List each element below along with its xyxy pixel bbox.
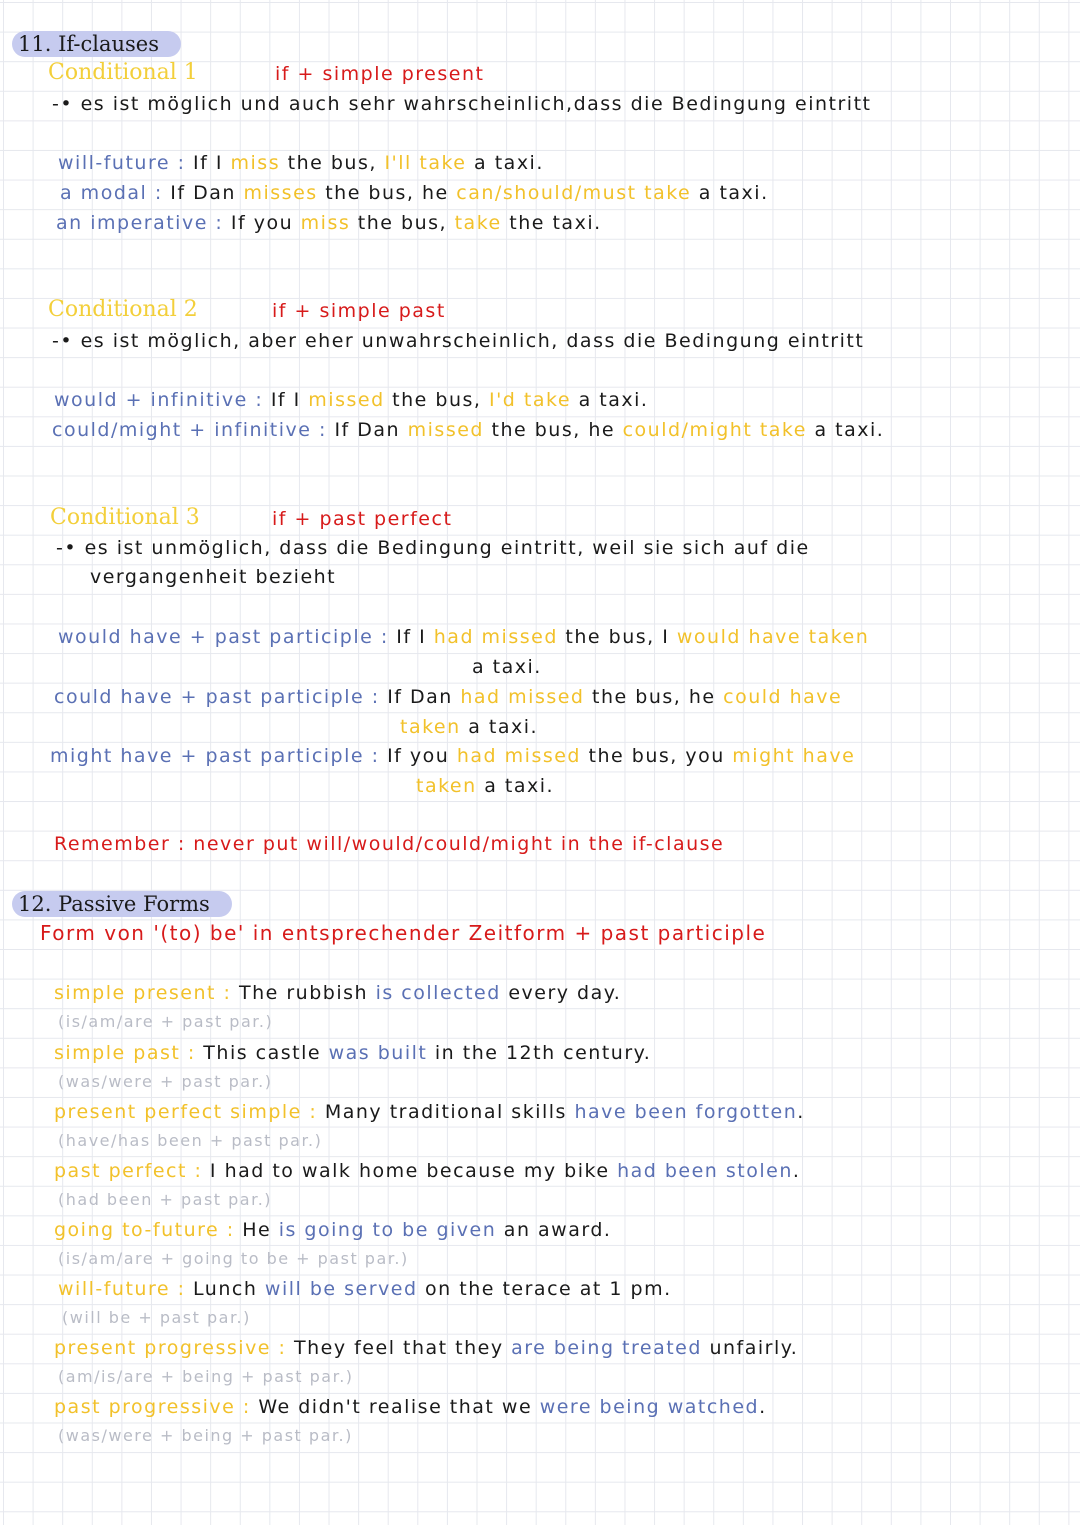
sentence-text: Many traditional skills [324,1101,575,1123]
highlighted-verb: could have [723,686,843,708]
remember-note [54,833,724,855]
highlighted-verb: is collected [375,982,501,1004]
example-sentence [193,1278,672,1300]
example-sentence [387,745,855,767]
passive-example-row [54,982,621,1004]
conditional-3-title: Conditional 3 [50,505,200,530]
conditional-2-formula: if + simple past [272,300,446,322]
sentence-text: on the terace at 1 pm. [417,1278,672,1300]
conditional-3-example [50,745,855,767]
example-sentence [294,1337,798,1359]
conditional-3-example [54,686,842,708]
conditional-1-example [60,182,769,204]
example-sentence-cont [472,656,542,678]
sentence-text: . [797,1101,805,1123]
highlighted-verb: had missed [433,626,558,648]
sentence-text: the bus, he [584,686,724,708]
conditional-3-description-cont: vergangenheit bezieht [90,566,337,588]
example-label: would have + past participle : [58,626,389,648]
sentence-text: the bus, he [483,419,623,441]
example-sentence [239,982,621,1004]
conditional-1-example [58,152,544,174]
conditional-1-title: Conditional 1 [48,60,198,85]
formula-hint: (is/am/are + past par.) [58,1012,274,1031]
conditional-1-example [56,212,602,234]
sentence-text: the bus, [384,389,489,411]
example-sentence [416,775,554,797]
sentence-text: If you [387,745,457,767]
example-sentence [325,1101,805,1123]
conditional-1-description: -• es ist möglich und auch sehr wahrscheinlich,dass die Bedingung eintritt [52,93,872,115]
sentence-text: If you [230,212,301,234]
formula-hint: (is/am/are + going to be + past par.) [58,1249,409,1268]
sentence-text: a taxi. [466,152,544,174]
formula-hint: (had been + past par.) [58,1190,273,1209]
highlighted-verb: are being treated [511,1337,702,1359]
sentence-text: He [242,1219,279,1241]
highlighted-verb: will be served [264,1278,418,1300]
example-label: would + infinitive : [54,389,264,411]
sentence-text: If I [270,389,309,411]
highlighted-verb: might have [732,745,856,767]
example-sentence [242,1219,611,1241]
formula-hint: (have/has been + past par.) [58,1131,323,1150]
example-sentence [231,212,602,234]
tense-label: simple present : [54,982,232,1004]
example-sentence [472,656,542,678]
passive-formula: Form von '(to) be' in entsprechender Zeitform + past participle [40,921,767,945]
sentence-text: We didn't realise that we [258,1396,540,1418]
example-sentence [400,716,538,738]
section-title-if-clauses: 11. If-clauses [12,31,181,57]
example-label: an imperative : [56,212,224,234]
sentence-text: the bus, you [581,745,733,767]
highlighted-verb: had been stolen [617,1160,793,1182]
highlighted-verb: missed [308,389,385,411]
sentence-text: . [792,1160,801,1182]
passive-example-row [54,1337,798,1359]
highlighted-verb: miss [300,212,351,234]
passive-example-row [58,1278,672,1300]
section-title-passive-forms: 12. Passive Forms [12,891,232,917]
highlighted-verb: is going to be given [278,1219,497,1241]
passive-example-row [54,1396,767,1418]
formula-hint: (was/were + being + past par.) [58,1426,353,1445]
tense-label: present progressive : [54,1337,287,1359]
sentence-text: unfairly. [701,1337,799,1359]
formula-hint: (was/were + past par.) [58,1072,273,1091]
sentence-text: a taxi. [460,716,539,738]
tense-label: present perfect simple : [54,1101,318,1123]
example-sentence [271,389,649,411]
sentence-text: a taxi. [806,419,885,441]
conditional-3-example [58,626,869,648]
tense-label: simple past : [54,1042,196,1064]
example-sentence [258,1396,766,1418]
conditional-1-formula: if + simple present [275,63,485,85]
example-label: could have + past participle : [54,686,380,708]
sentence-text: the bus, [350,212,455,234]
sentence-text: If I [396,626,434,648]
example-label: could/might + infinitive : [52,419,327,441]
highlighted-verb: had missed [456,745,581,767]
example-sentence [396,626,869,648]
highlighted-verb: miss [230,152,281,174]
highlighted-verb: take [454,212,502,234]
sentence-text: the bus, [280,152,385,174]
sentence-text: I had to walk home because my bike [209,1160,618,1182]
sentence-text: If Dan [170,182,244,204]
example-sentence-cont [416,775,554,797]
highlighted-verb: taken [400,716,461,738]
tense-label: past perfect : [54,1160,203,1182]
formula-hint: (will be + past par.) [62,1308,251,1327]
example-sentence [203,1042,651,1064]
sentence-text: They feel that they [294,1337,512,1359]
tense-label: past progressive : [54,1396,251,1418]
highlighted-verb: would have taken [676,626,870,648]
highlighted-verb: have been forgotten [574,1101,798,1123]
sentence-text: an award. [496,1219,612,1241]
formula-hint: (am/is/are + being + past par.) [58,1367,354,1386]
sentence-text: the bus, I [557,626,677,648]
sentence-text: If I [193,152,231,174]
sentence-text: the bus, he [317,182,457,204]
sentence-text: . [759,1396,767,1418]
highlighted-verb: I'll take [384,152,467,174]
highlighted-verb: could/might take [622,419,807,441]
highlighted-verb: can/should/must take [456,182,692,204]
highlighted-verb: taken [416,775,477,797]
conditional-2-example [52,419,884,441]
sentence-text: Lunch [193,1278,265,1300]
highlighted-verb: had missed [460,686,585,708]
sentence-text: the taxi. [501,212,602,234]
tense-label: will-future : [58,1278,186,1300]
example-sentence [193,152,544,174]
example-sentence [334,419,884,441]
sentence-text: If Dan [334,419,408,441]
highlighted-verb: were being watched [539,1396,760,1418]
passive-example-row [54,1101,805,1123]
highlighted-verb: I'd take [488,389,572,411]
sentence-text: a taxi. [571,389,649,411]
example-sentence [170,182,768,204]
conditional-2-description: -• es ist möglich, aber eher unwahrscheinlich, dass die Bedingung eintritt [52,330,865,352]
sentence-text: This castle [203,1042,329,1064]
sentence-text: a taxi. [476,775,555,797]
sentence-text: a taxi. [691,182,769,204]
sentence-text: a taxi. [472,656,542,678]
example-sentence [387,686,842,708]
passive-example-row [54,1042,651,1064]
sentence-text: If Dan [387,686,461,708]
example-label: will-future : [58,152,186,174]
example-label: might have + past participle : [50,745,380,767]
remember-text: never put will/would/could/might in the if-clause [193,833,725,855]
tense-label: going to-future : [54,1219,235,1241]
example-sentence-cont [400,716,538,738]
conditional-3-formula: if + past perfect [272,508,453,530]
passive-example-row [54,1219,611,1241]
conditional-3-description: -• es ist unmöglich, dass die Bedingung eintritt, weil sie sich auf die [56,537,810,559]
conditional-2-example [54,389,648,411]
sentence-text: The rubbish [238,982,376,1004]
example-sentence [210,1160,801,1182]
conditional-2-title: Conditional 2 [48,297,198,322]
passive-example-row [54,1160,800,1182]
highlighted-verb: misses [243,182,318,204]
highlighted-verb: missed [407,419,484,441]
example-label: a modal : [60,182,163,204]
remember-label: Remember : [54,833,186,855]
sentence-text: in the 12th century. [427,1042,652,1064]
highlighted-verb: was built [328,1042,428,1064]
sentence-text: every day. [500,982,622,1004]
